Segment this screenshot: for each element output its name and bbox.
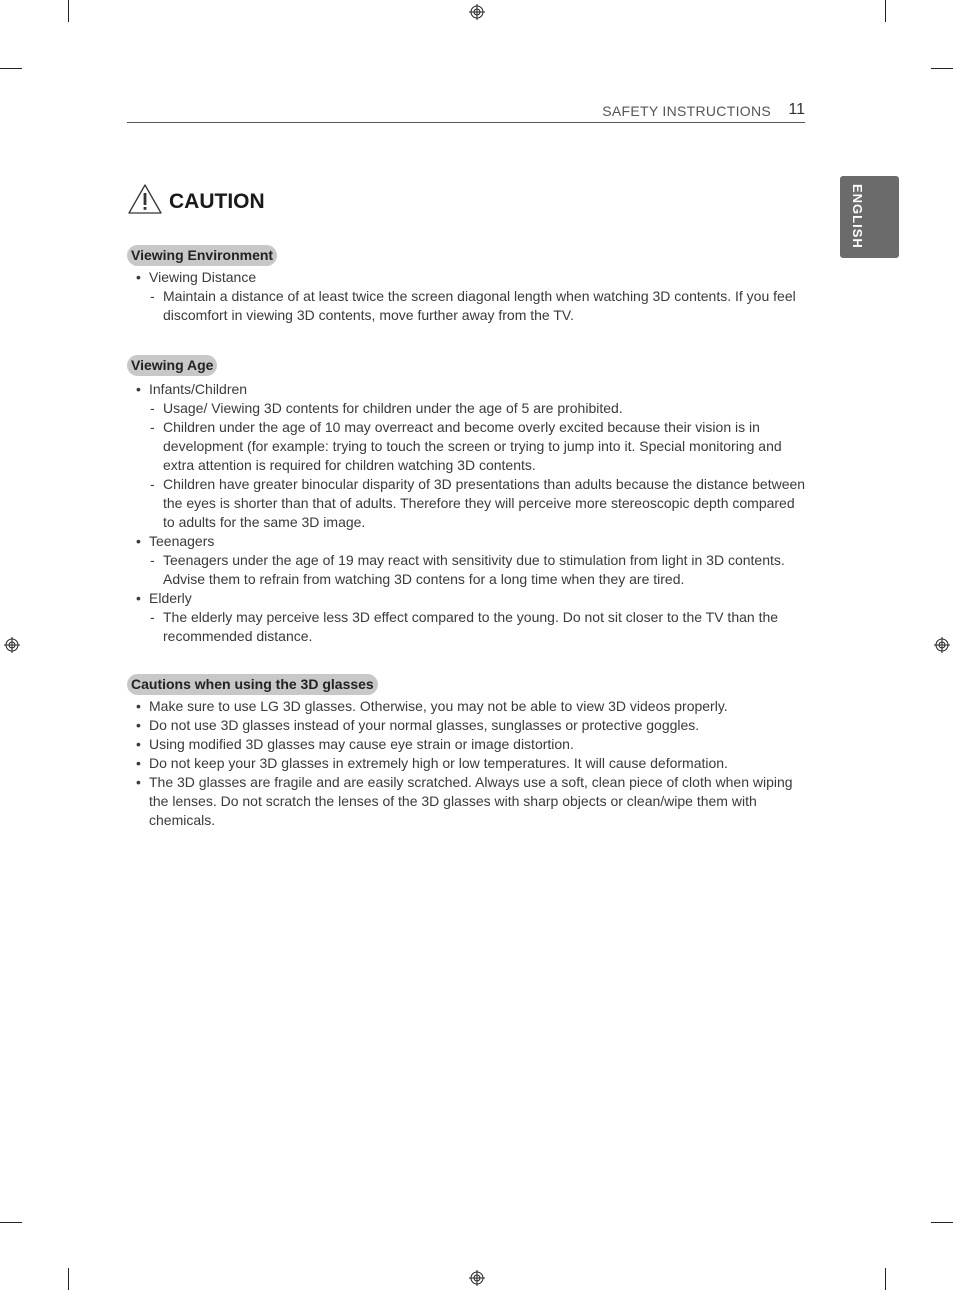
list-item: • Do not use 3D glasses instead of your normal glasses, sunglasses or protective goggles.: [127, 716, 807, 735]
page-header: [127, 100, 805, 123]
sub-list-item: - Teenagers under the age of 19 may react with sensitivity due to stimulation from light in 3D contents. Advise them to refrain from watching 3D contens for a long time when they are tired.: [149, 551, 807, 589]
crop-mark: [885, 1268, 886, 1290]
list-item: [127, 589, 807, 646]
page-number: 11: [788, 101, 805, 118]
list-item-text: Viewing Distance: [149, 269, 257, 285]
crop-mark: [68, 0, 69, 22]
list-item-text: Elderly: [149, 590, 192, 606]
crop-mark: [0, 1222, 22, 1223]
list-item: • The 3D glasses are fragile and are easily scratched. Always use a soft, clean piece of cloth when wiping the lenses. Do not scratch the lenses of the 3D glasses with sharp objects or clean/wipe them with chemicals.: [127, 773, 807, 830]
registration-mark-icon: [469, 4, 485, 20]
sub-list-item: - Children have greater binocular disparity of 3D presentations than adults because the distance between the eyes is shorter than that of adults. Therefore they will perceive more stereoscopic depth compared to adults for the same 3D image.: [149, 475, 807, 532]
list-item: [127, 268, 807, 325]
section-3d-glasses-cautions: [127, 674, 807, 830]
sub-list-item: - The elderly may perceive less 3D effect compared to the young. Do not sit closer to the TV than the recommended distance.: [149, 608, 807, 646]
warning-triangle-icon: [127, 183, 163, 215]
list-item: • Make sure to use LG 3D glasses. Otherwise, you may not be able to view 3D videos properly.: [127, 697, 807, 716]
list-item: • Using modified 3D glasses may cause eye strain or image distortion.: [127, 735, 807, 754]
crop-mark: [931, 1222, 953, 1223]
crop-mark: [931, 68, 953, 69]
section-heading: Cautions when using the 3D glasses: [127, 674, 378, 695]
crop-mark: [68, 1268, 69, 1290]
section-heading: Viewing Environment: [127, 245, 277, 266]
caution-heading: [127, 175, 265, 215]
sub-list-item: - Maintain a distance of at least twice the screen diagonal length when watching 3D contents. If you feel discomfort in viewing 3D contents, move further away from the TV.: [149, 287, 807, 325]
list-item-text: Teenagers: [149, 533, 215, 549]
list-item-text: Infants/Children: [149, 381, 248, 397]
caution-title: CAUTION: [169, 190, 265, 213]
list-item: • Do not keep your 3D glasses in extremely high or low temperatures. It will cause deformation.: [127, 754, 807, 773]
language-tab: [840, 176, 899, 258]
registration-mark-icon: [934, 637, 950, 653]
registration-mark-icon: [469, 1270, 485, 1286]
sub-list-item: - Usage/ Viewing 3D contents for children under the age of 5 are prohibited.: [149, 399, 807, 418]
list-item: [127, 532, 807, 589]
section-viewing-age: [127, 355, 807, 646]
crop-mark: [885, 0, 886, 22]
header-title: SAFETY INSTRUCTIONS: [602, 103, 771, 119]
language-tab-label: ENGLISH: [850, 184, 865, 249]
list-item: [127, 380, 807, 532]
section-viewing-environment: [127, 245, 807, 325]
crop-mark: [0, 68, 22, 69]
registration-mark-icon: [4, 637, 20, 653]
section-heading: Viewing Age: [127, 355, 217, 376]
sub-list-item: - Children under the age of 10 may overreact and become overly excited because their vision is in development (for example: trying to touch the screen or trying to jump into it. Special monitoring and extra attention is required for children watching 3D contents.: [149, 418, 807, 475]
